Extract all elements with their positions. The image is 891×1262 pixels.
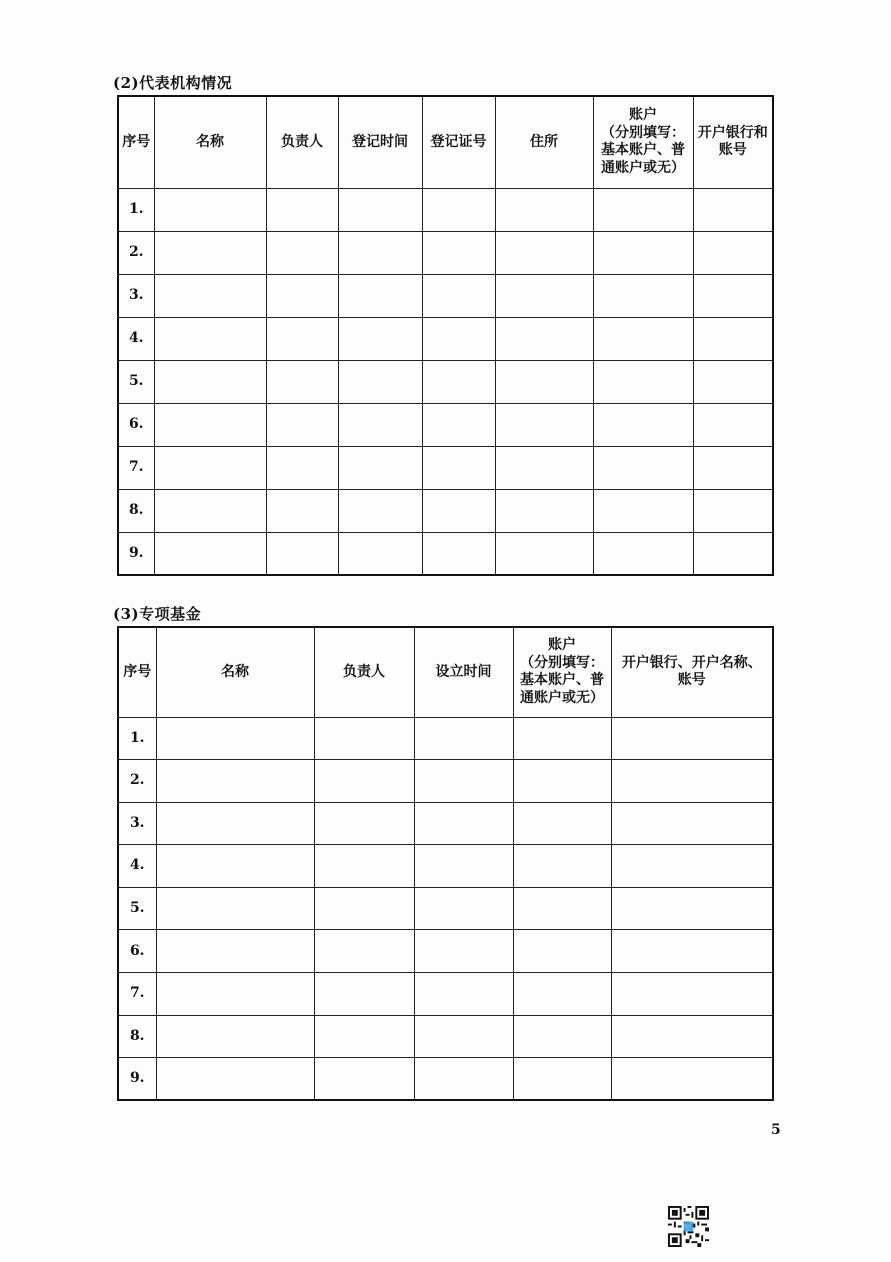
header-cell: 名称 xyxy=(156,627,314,717)
blank-cell[interactable] xyxy=(513,845,611,888)
blank-cell[interactable] xyxy=(414,930,513,973)
blank-cell[interactable] xyxy=(611,1015,773,1058)
table-row xyxy=(118,360,773,403)
blank-cell[interactable] xyxy=(495,403,593,446)
representative-offices-table xyxy=(117,95,774,576)
blank-cell[interactable] xyxy=(693,188,773,231)
blank-cell[interactable] xyxy=(593,532,693,575)
row-number: 7. xyxy=(118,973,156,1016)
row-number: 1. xyxy=(118,717,156,760)
blank-cell[interactable] xyxy=(593,360,693,403)
row-number: 4. xyxy=(118,317,154,360)
header-cell: 开户银行、开户名称、 账号 xyxy=(611,627,773,717)
blank-cell[interactable] xyxy=(154,446,266,489)
table-row xyxy=(118,231,773,274)
blank-cell[interactable] xyxy=(495,274,593,317)
blank-cell[interactable] xyxy=(314,887,414,930)
blank-cell[interactable] xyxy=(693,532,773,575)
table-row xyxy=(118,489,773,532)
header-cell: 登记证号 xyxy=(422,96,495,188)
blank-cell[interactable] xyxy=(693,403,773,446)
blank-cell[interactable] xyxy=(266,274,338,317)
blank-cell[interactable] xyxy=(513,1058,611,1101)
blank-cell[interactable] xyxy=(495,532,593,575)
header-cell: 登记时间 xyxy=(338,96,422,188)
blank-cell[interactable] xyxy=(513,760,611,803)
blank-cell[interactable] xyxy=(338,446,422,489)
header-cell: 名称 xyxy=(154,96,266,188)
row-number: 7. xyxy=(118,446,154,489)
blank-cell[interactable] xyxy=(593,188,693,231)
blank-cell[interactable] xyxy=(156,973,314,1016)
blank-cell[interactable] xyxy=(338,532,422,575)
blank-cell[interactable] xyxy=(611,717,773,760)
blank-cell[interactable] xyxy=(495,489,593,532)
blank-cell[interactable] xyxy=(266,188,338,231)
blank-cell[interactable] xyxy=(154,403,266,446)
blank-cell[interactable] xyxy=(338,274,422,317)
header-cell: 开户银行和 账号 xyxy=(693,96,773,188)
blank-cell[interactable] xyxy=(693,231,773,274)
blank-cell[interactable] xyxy=(414,760,513,803)
blank-cell[interactable] xyxy=(314,802,414,845)
blank-cell[interactable] xyxy=(422,446,495,489)
table-row xyxy=(118,802,773,845)
qr-code-icon xyxy=(668,1206,709,1247)
blank-cell[interactable] xyxy=(338,231,422,274)
table-row xyxy=(118,1015,773,1058)
blank-cell[interactable] xyxy=(154,188,266,231)
page-number: 5 xyxy=(771,1122,781,1138)
blank-cell[interactable] xyxy=(693,360,773,403)
blank-cell[interactable] xyxy=(593,231,693,274)
blank-cell[interactable] xyxy=(693,446,773,489)
row-number: 9. xyxy=(118,532,154,575)
blank-cell[interactable] xyxy=(414,802,513,845)
blank-cell[interactable] xyxy=(611,887,773,930)
blank-cell[interactable] xyxy=(156,930,314,973)
blank-cell[interactable] xyxy=(314,1015,414,1058)
blank-cell[interactable] xyxy=(266,360,338,403)
table-row xyxy=(118,845,773,888)
blank-cell[interactable] xyxy=(266,446,338,489)
row-number: 2. xyxy=(118,760,156,803)
blank-cell[interactable] xyxy=(338,489,422,532)
blank-cell[interactable] xyxy=(495,188,593,231)
blank-cell[interactable] xyxy=(414,973,513,1016)
table-row xyxy=(118,760,773,803)
blank-cell[interactable] xyxy=(338,403,422,446)
blank-cell[interactable] xyxy=(593,403,693,446)
row-number: 1. xyxy=(118,188,154,231)
table-row xyxy=(118,188,773,231)
row-number: 6. xyxy=(118,930,156,973)
blank-cell[interactable] xyxy=(611,973,773,1016)
section2-title: (2)代表机构情况 xyxy=(113,74,233,92)
blank-cell[interactable] xyxy=(414,845,513,888)
blank-cell[interactable] xyxy=(414,1058,513,1101)
table-row xyxy=(118,403,773,446)
blank-cell[interactable] xyxy=(266,231,338,274)
blank-cell[interactable] xyxy=(314,845,414,888)
blank-cell[interactable] xyxy=(513,1015,611,1058)
blank-cell[interactable] xyxy=(611,760,773,803)
blank-cell[interactable] xyxy=(314,1058,414,1101)
table-row xyxy=(118,532,773,575)
blank-cell[interactable] xyxy=(314,973,414,1016)
blank-cell[interactable] xyxy=(593,317,693,360)
blank-cell[interactable] xyxy=(422,231,495,274)
blank-cell[interactable] xyxy=(314,760,414,803)
header-cell: 序号 xyxy=(118,627,156,717)
row-number: 9. xyxy=(118,1058,156,1101)
row-number: 8. xyxy=(118,489,154,532)
row-number: 5. xyxy=(118,360,154,403)
header-cell: 负责人 xyxy=(314,627,414,717)
blank-cell[interactable] xyxy=(422,274,495,317)
header-cell: 账户 （分别填写： 基本账户、普 通账户或无） xyxy=(513,627,611,717)
blank-cell[interactable] xyxy=(154,317,266,360)
header-cell: 住所 xyxy=(495,96,593,188)
table-row xyxy=(118,274,773,317)
blank-cell[interactable] xyxy=(414,887,513,930)
blank-cell[interactable] xyxy=(338,360,422,403)
table-row xyxy=(118,973,773,1016)
blank-cell[interactable] xyxy=(422,188,495,231)
row-number: 3. xyxy=(118,802,156,845)
blank-cell[interactable] xyxy=(266,489,338,532)
blank-cell[interactable] xyxy=(593,446,693,489)
row-number: 5. xyxy=(118,887,156,930)
blank-cell[interactable] xyxy=(422,489,495,532)
header-cell: 账户 （分别填写： 基本账户、普 通账户或无） xyxy=(593,96,693,188)
blank-cell[interactable] xyxy=(495,231,593,274)
blank-cell[interactable] xyxy=(513,973,611,1016)
blank-cell[interactable] xyxy=(422,317,495,360)
blank-cell[interactable] xyxy=(266,532,338,575)
table-row xyxy=(118,930,773,973)
blank-cell[interactable] xyxy=(495,317,593,360)
special-funds-table xyxy=(117,626,774,1101)
table-row xyxy=(118,887,773,930)
blank-cell[interactable] xyxy=(156,1058,314,1101)
blank-cell[interactable] xyxy=(422,403,495,446)
blank-cell[interactable] xyxy=(314,930,414,973)
blank-cell[interactable] xyxy=(156,760,314,803)
blank-cell[interactable] xyxy=(156,802,314,845)
blank-cell[interactable] xyxy=(611,845,773,888)
blank-cell[interactable] xyxy=(314,717,414,760)
row-number: 8. xyxy=(118,1015,156,1058)
blank-cell[interactable] xyxy=(156,845,314,888)
blank-cell[interactable] xyxy=(156,717,314,760)
blank-cell[interactable] xyxy=(422,360,495,403)
blank-cell[interactable] xyxy=(156,887,314,930)
blank-cell[interactable] xyxy=(495,360,593,403)
blank-cell[interactable] xyxy=(414,1015,513,1058)
section3-title: (3)专项基金 xyxy=(113,605,202,623)
blank-cell[interactable] xyxy=(414,717,513,760)
blank-cell[interactable] xyxy=(154,274,266,317)
blank-cell[interactable] xyxy=(611,930,773,973)
blank-cell[interactable] xyxy=(593,489,693,532)
table-row xyxy=(118,446,773,489)
header-cell: 序号 xyxy=(118,96,154,188)
table-row xyxy=(118,317,773,360)
header-cell: 负责人 xyxy=(266,96,338,188)
blank-cell[interactable] xyxy=(693,274,773,317)
blank-cell[interactable] xyxy=(338,317,422,360)
blank-cell[interactable] xyxy=(156,1015,314,1058)
blank-cell[interactable] xyxy=(513,802,611,845)
row-number: 3. xyxy=(118,274,154,317)
blank-cell[interactable] xyxy=(154,360,266,403)
blank-cell[interactable] xyxy=(422,532,495,575)
blank-cell[interactable] xyxy=(693,317,773,360)
blank-cell[interactable] xyxy=(611,1058,773,1101)
blank-cell[interactable] xyxy=(513,887,611,930)
table-row xyxy=(118,717,773,760)
blank-cell[interactable] xyxy=(693,489,773,532)
blank-cell[interactable] xyxy=(593,274,693,317)
blank-cell[interactable] xyxy=(154,532,266,575)
row-number: 2. xyxy=(118,231,154,274)
blank-cell[interactable] xyxy=(495,446,593,489)
blank-cell[interactable] xyxy=(154,489,266,532)
table-row xyxy=(118,1058,773,1101)
blank-cell[interactable] xyxy=(513,717,611,760)
header-cell: 设立时间 xyxy=(414,627,513,717)
blank-cell[interactable] xyxy=(611,802,773,845)
blank-cell[interactable] xyxy=(513,930,611,973)
blank-cell[interactable] xyxy=(154,231,266,274)
row-number: 6. xyxy=(118,403,154,446)
blank-cell[interactable] xyxy=(266,317,338,360)
blank-cell[interactable] xyxy=(266,403,338,446)
blank-cell[interactable] xyxy=(338,188,422,231)
row-number: 4. xyxy=(118,845,156,888)
